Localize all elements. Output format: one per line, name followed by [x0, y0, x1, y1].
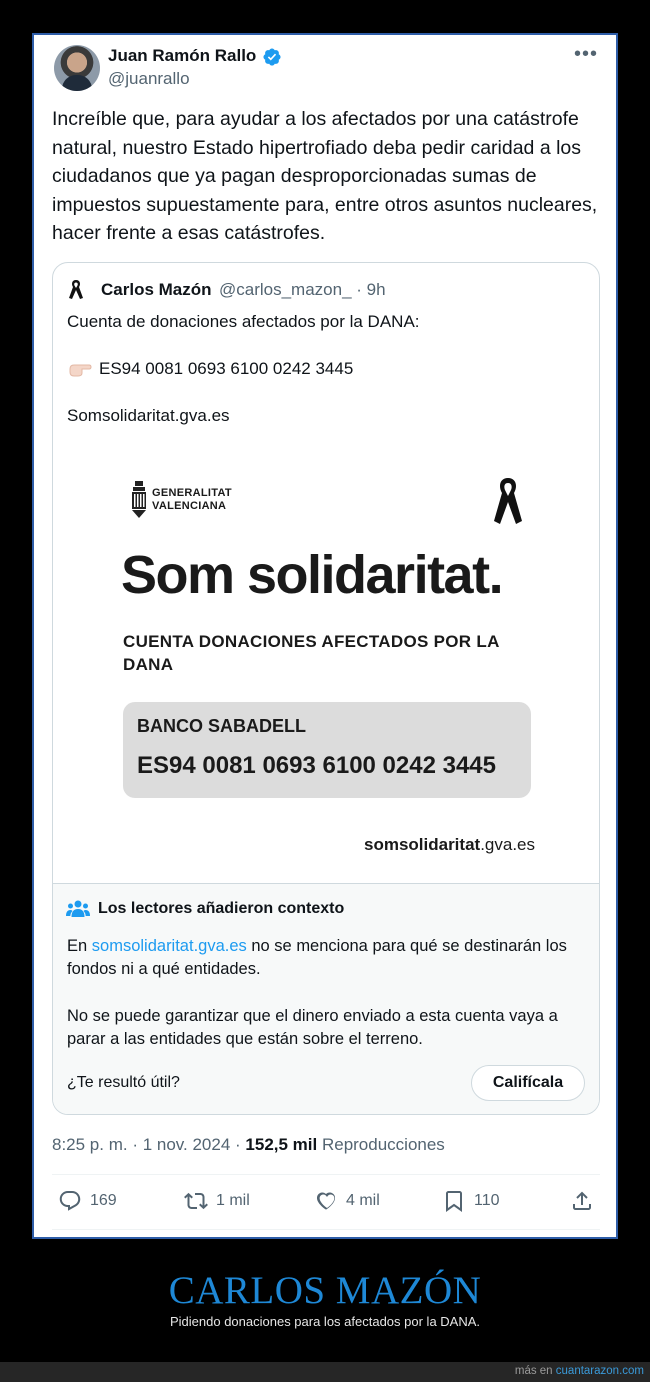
- more-horizontal-icon[interactable]: •••: [573, 43, 598, 65]
- quote-author-name[interactable]: Carlos Mazón: [101, 280, 212, 299]
- pointing-hand-icon: [67, 358, 93, 380]
- generalitat-logo-icon: [131, 481, 147, 519]
- context-p1-rest: no se menciona para qué se destinarán los fondos ni a qué entidades.: [67, 937, 567, 978]
- quote-line-1: Cuenta de donaciones afectados por la DANA:: [67, 312, 420, 331]
- tweet-text: Increíble que, para ayudar a los afectados por una catástrofe natural, nuestro Estado hipertrofiado deba pedir caridad a los ciudadanos que ya pagan desproporcionadas sumas de impuestos supuestamente para, entre otros asuntos nucleares, hacer frente a esas catástrofes.: [52, 108, 598, 244]
- quote-line-2: ES94 0081 0693 6100 0242 3445: [99, 359, 354, 378]
- logo-line-2: VALENCIANA: [152, 500, 227, 512]
- footer-text: [515, 1365, 644, 1377]
- poster-url: [364, 835, 535, 855]
- poster-url-bold: somsolidaritat: [363, 835, 481, 854]
- poster-title: Som solidaritat.: [121, 545, 503, 605]
- context-link[interactable]: somsolidaritat.gva.es: [91, 937, 247, 955]
- rate-button[interactable]: Califícala: [471, 1065, 585, 1101]
- community-notes-panel: [53, 883, 599, 1115]
- verified-badge-icon: [262, 47, 282, 67]
- bank-name: BANCO SABADELL: [137, 716, 306, 736]
- views-label: Reproducciones: [317, 1135, 445, 1154]
- share-button[interactable]: [570, 1189, 594, 1213]
- views-count: 152,5 mil: [245, 1135, 318, 1154]
- tweet-card: [32, 33, 618, 1239]
- tweet-timestamp[interactable]: [52, 1135, 445, 1155]
- author-handle[interactable]: @juanrallo: [108, 69, 190, 88]
- author-name[interactable]: Juan Ramón Rallo: [108, 46, 257, 65]
- donation-poster-image[interactable]: [53, 446, 599, 883]
- bookmark-count: 110: [474, 1192, 500, 1209]
- heart-icon: [314, 1189, 338, 1213]
- divider: [52, 1174, 600, 1175]
- bank-iban: ES94 0081 0693 6100 0242 3445: [137, 752, 497, 779]
- quoted-tweet[interactable]: [52, 262, 600, 1115]
- context-paragraph-2: No se puede garantizar que el dinero enviado a esta cuenta vaya a parar a las entidades que están sobre el terreno.: [67, 1007, 558, 1048]
- bank-info-box: [123, 702, 531, 798]
- community-readers-icon: [66, 899, 90, 919]
- context-heading: Los lectores añadieron contexto: [98, 900, 345, 917]
- avatar[interactable]: [54, 45, 100, 91]
- timestamp-text: 8:25 p. m. · 1 nov. 2024 ·: [52, 1135, 246, 1154]
- reply-count: 169: [90, 1192, 117, 1209]
- reply-button[interactable]: [58, 1189, 117, 1213]
- footer-link[interactable]: cuantarazon.com: [555, 1365, 644, 1377]
- reply-icon: [58, 1189, 82, 1213]
- retweet-button[interactable]: [184, 1189, 250, 1213]
- like-button[interactable]: [314, 1189, 380, 1213]
- caption-subtitle: Pidiendo donaciones para los afectados por la DANA.: [169, 1314, 481, 1329]
- black-ribbon-icon: [66, 278, 86, 302]
- retweet-icon: [184, 1189, 208, 1213]
- bookmark-button[interactable]: [442, 1189, 500, 1213]
- quote-line-3: Somsolidaritat.gva.es: [67, 406, 230, 425]
- caption-title: CARLOS MAZÓN: [168, 1269, 482, 1312]
- retweet-count: 1 mil: [216, 1192, 250, 1209]
- bookmark-icon: [442, 1189, 466, 1213]
- logo-line-1: GENERALITAT: [152, 487, 232, 499]
- footer-prefix: más en: [514, 1365, 556, 1377]
- like-count: 4 mil: [346, 1192, 380, 1209]
- poster-url-rest: .gva.es: [480, 835, 535, 854]
- context-paragraph-1: [67, 935, 587, 981]
- helpful-question: ¿Te resultó útil?: [67, 1074, 180, 1091]
- generalitat-logo-text: [152, 487, 232, 513]
- poster-subtitle: CUENTA DONACIONES AFECTADOS POR LA DANA: [123, 632, 500, 674]
- quote-meta: @carlos_mazon_ · 9h: [219, 280, 386, 299]
- context-p1-prefix: En: [67, 937, 92, 955]
- share-icon: [570, 1189, 594, 1213]
- divider: [52, 1229, 600, 1230]
- footer-bar: [0, 1362, 650, 1382]
- action-bar: [52, 1185, 600, 1221]
- mourning-ribbon-icon: [492, 476, 524, 526]
